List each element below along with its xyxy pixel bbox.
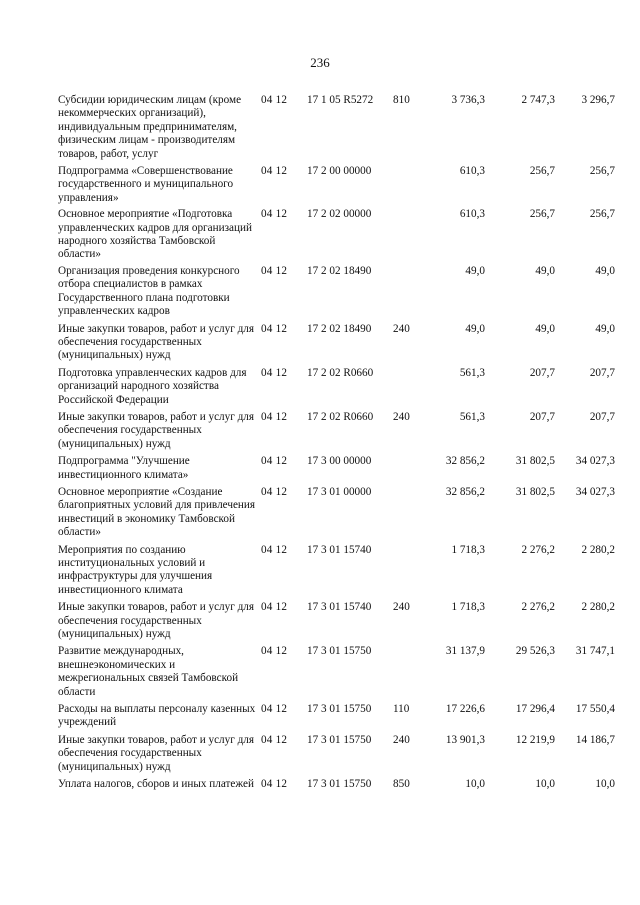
table-row [0, 778, 640, 791]
row-value-2: 49,0 [535, 264, 555, 277]
row-value-3: 2 280,2 [581, 601, 615, 614]
row-value-2: 2 747,3 [521, 94, 555, 106]
row-value-3: 34 027,3 [575, 485, 615, 498]
row-expense-type: 810 [393, 94, 410, 106]
row-value-2: 29 526,3 [515, 645, 555, 658]
row-expense-type: 240 [393, 733, 410, 746]
row-value-1: 32 856,2 [445, 455, 485, 468]
row-value-3: 2 280,2 [581, 543, 615, 556]
row-target-article: 17 2 00 00000 [307, 165, 372, 178]
row-value-3: 49,0 [595, 322, 615, 335]
row-name: Субсидии юридическим лицам (кроме некоммерческих организаций), индивидуальным предпринимателям, физическим лицам - производителям товаров, работ, услуг [58, 94, 242, 160]
row-name: Основное мероприятие «Создание благоприятных условий для привлечения инвестиций в экономику Тамбовской области» [58, 485, 256, 539]
row-name: Развитие международных, внешнеэкономических и межрегиональных связей Тамбовской области [58, 645, 239, 698]
row-name: Подготовка управленческих кадров для организаций народного хозяйства Российской Федерации [58, 366, 247, 406]
table-row [0, 165, 640, 205]
row-target-article: 17 2 02 18490 [307, 322, 372, 335]
row-value-1: 17 226,6 [445, 703, 485, 716]
row-target-article: 17 2 02 R0660 [307, 366, 374, 379]
row-value-3: 34 027,3 [575, 455, 615, 468]
row-value-3: 10,0 [595, 778, 615, 791]
row-value-1: 13 901,3 [445, 733, 485, 746]
table-row [0, 645, 640, 699]
row-section: 04 12 [261, 264, 288, 277]
row-target-article: 17 2 02 00000 [307, 208, 372, 221]
row-value-1: 32 856,2 [445, 485, 485, 498]
row-value-2: 2 276,2 [521, 601, 555, 614]
budget-table [0, 94, 640, 792]
table-row [0, 734, 640, 774]
row-section: 04 12 [261, 543, 288, 556]
row-value-3: 207,7 [589, 366, 615, 379]
row-expense-type: 240 [393, 322, 410, 335]
row-name: Иные закупки товаров, работ и услуг для обеспечения государственных (муниципальных) нужд [58, 733, 255, 773]
row-value-2: 31 802,5 [515, 455, 555, 468]
row-value-1: 10,0 [465, 778, 485, 791]
row-target-article: 17 3 01 15740 [307, 543, 372, 556]
table-row [0, 94, 640, 161]
row-section: 04 12 [261, 366, 288, 379]
table-row [0, 265, 640, 319]
row-value-3: 256,7 [589, 165, 615, 178]
row-value-1: 561,3 [459, 410, 485, 423]
row-name: Иные закупки товаров, работ и услуг для обеспечения государственных (муниципальных) нужд [58, 601, 255, 641]
row-value-2: 207,7 [529, 410, 555, 423]
row-target-article: 17 3 01 15750 [307, 733, 372, 746]
table-row [0, 486, 640, 540]
row-section: 04 12 [261, 733, 288, 746]
row-value-2: 31 802,5 [515, 485, 555, 498]
row-value-3: 207,7 [589, 410, 615, 423]
row-section: 04 12 [261, 94, 288, 106]
table-row [0, 411, 640, 451]
row-value-1: 1 718,3 [451, 543, 485, 556]
row-value-3: 17 550,4 [575, 703, 615, 716]
row-value-2: 12 219,9 [515, 733, 555, 746]
row-name: Подпрограмма "Улучшение инвестиционного климата» [58, 455, 190, 481]
row-section: 04 12 [261, 410, 288, 423]
row-name: Расходы на выплаты персоналу казенных учреждений [58, 703, 256, 729]
row-target-article: 17 3 00 00000 [307, 455, 372, 468]
row-value-2: 17 296,4 [515, 703, 555, 716]
row-section: 04 12 [261, 645, 288, 658]
row-value-2: 256,7 [529, 208, 555, 221]
row-section: 04 12 [261, 485, 288, 498]
table-row [0, 601, 640, 641]
row-section: 04 12 [261, 601, 288, 614]
row-value-1: 610,3 [459, 165, 485, 178]
row-name: Иные закупки товаров, работ и услуг для обеспечения государственных (муниципальных) нужд [58, 410, 255, 450]
row-value-2: 256,7 [529, 165, 555, 178]
row-value-1: 3 736,3 [451, 94, 485, 106]
row-value-3: 3 296,7 [581, 94, 615, 106]
row-value-2: 2 276,2 [521, 543, 555, 556]
row-target-article: 17 3 01 00000 [307, 485, 372, 498]
row-expense-type: 850 [393, 778, 410, 791]
table-row [0, 208, 640, 262]
row-section: 04 12 [261, 703, 288, 716]
row-name: Подпрограмма «Совершенствование государственного и муниципального управления» [58, 165, 234, 204]
row-target-article: 17 2 02 18490 [307, 264, 372, 277]
row-value-2: 207,7 [529, 366, 555, 379]
table-row [0, 323, 640, 363]
row-value-1: 31 137,9 [445, 645, 485, 658]
row-name: Уплата налогов, сборов и иных платежей [58, 778, 254, 791]
row-target-article: 17 3 01 15750 [307, 778, 372, 791]
row-value-1: 561,3 [459, 366, 485, 379]
row-section: 04 12 [261, 322, 288, 335]
row-target-article: 17 3 01 15740 [307, 601, 372, 614]
row-value-3: 256,7 [589, 208, 615, 221]
table-row [0, 367, 640, 407]
row-target-article: 17 3 01 15750 [307, 645, 372, 658]
row-expense-type: 240 [393, 410, 410, 423]
row-expense-type: 110 [393, 703, 410, 716]
table-row [0, 703, 640, 730]
row-value-1: 1 718,3 [451, 601, 485, 614]
row-value-2: 10,0 [535, 778, 555, 791]
row-section: 04 12 [261, 455, 288, 468]
row-value-3: 49,0 [595, 264, 615, 277]
row-value-3: 31 747,1 [575, 645, 615, 658]
row-expense-type: 240 [393, 601, 410, 614]
row-name: Основное мероприятие «Подготовка управленческих кадров для организаций народного хозяйства Тамбовской области» [58, 208, 252, 261]
table-row [0, 455, 640, 482]
row-value-2: 49,0 [535, 322, 555, 335]
row-name: Иные закупки товаров, работ и услуг для обеспечения государственных (муниципальных) нужд [58, 322, 255, 362]
row-section: 04 12 [261, 208, 288, 221]
row-name: Мероприятия по созданию институциональных условий и инфраструктуры для улучшения инвестиционного климата [58, 543, 213, 596]
row-section: 04 12 [261, 165, 288, 178]
row-section: 04 12 [261, 778, 288, 791]
row-value-3: 14 186,7 [575, 733, 615, 746]
row-target-article: 17 3 01 15750 [307, 703, 372, 716]
table-row [0, 544, 640, 598]
row-value-1: 49,0 [465, 322, 485, 335]
row-target-article: 17 1 05 R5272 [307, 94, 374, 106]
row-target-article: 17 2 02 R0660 [307, 410, 374, 423]
row-value-1: 610,3 [459, 208, 485, 221]
row-value-1: 49,0 [465, 264, 485, 277]
row-name: Организация проведения конкурсного отбора специалистов в рамках Государственного плана подготовки управленческих кадров [58, 264, 240, 318]
page-number: 236 [310, 55, 330, 70]
